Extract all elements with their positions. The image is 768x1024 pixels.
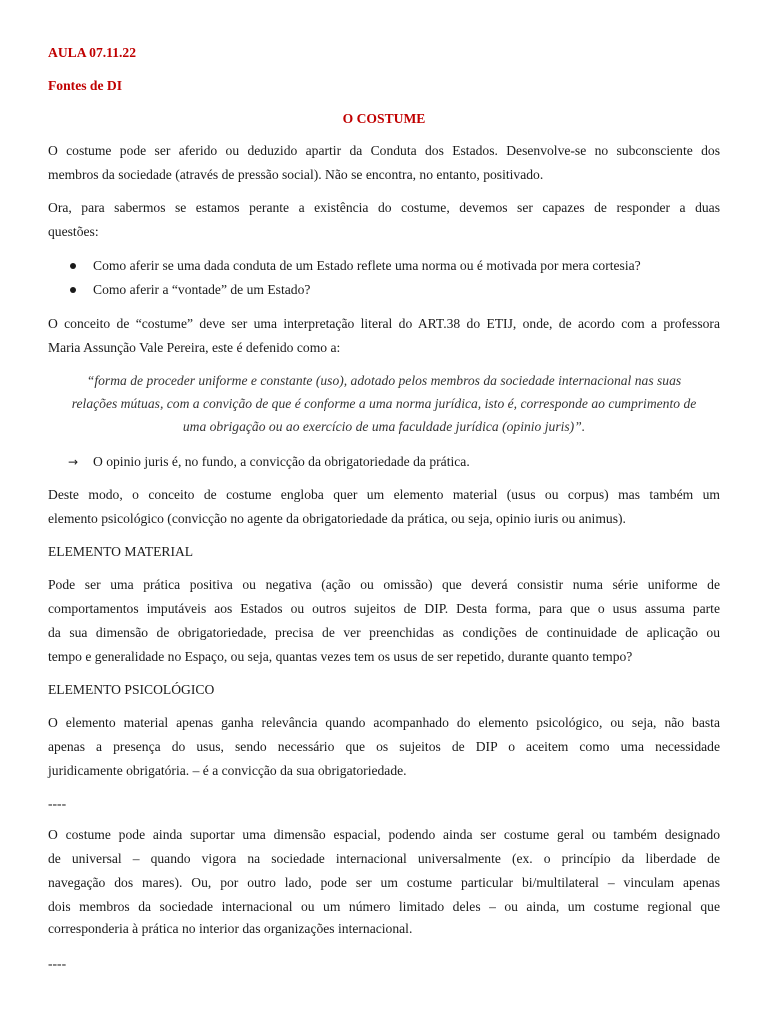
separator-2: ---- xyxy=(48,956,67,971)
elements-summary-line-2: elemento psicológico (convicção no agente da obrigatoriedade da prática, ou seja, opinio iuris ou animus). xyxy=(48,511,626,526)
questions-line-1: Ora, para sabermos se estamos perante a existência do costume, devemos ser capazes de responder a duas xyxy=(48,200,720,215)
spatial-line-2: de universal – quando vigora na sociedade internacional universalmente (ex. o princípio da liberdade de xyxy=(48,851,720,866)
spatial-line-1: O costume pode ainda suportar uma dimensão espacial, podendo ainda ser costume geral ou também designado xyxy=(48,827,720,842)
elements-summary-line-1: Deste modo, o conceito de costume engloba quer um elemento material (usus ou corpus) mas também um xyxy=(48,487,720,502)
quote-line-2: relações mútuas, com a convição de que é conforme a uma norma jurídica, isto é, corresponde ao cumprimento de xyxy=(71,396,697,411)
material-line-1: Pode ser uma prática positiva ou negativa (ação ou omissão) que deverá consistir numa série uniforme de xyxy=(48,577,720,592)
material-heading: ELEMENTO MATERIAL xyxy=(48,544,194,559)
material-line-4: tempo e generalidade no Espaço, ou seja, quantas vezes tem os usus de ser repetido, durante quanto tempo? xyxy=(48,649,633,664)
quote-line-1: “forma de proceder uniforme e constante (uso), adotado pelos membros da sociedade internacional nas suas xyxy=(86,373,682,388)
question-item-1: Como aferir se uma dada conduta de um Estado reflete uma norma ou é motivada por mera cortesia? xyxy=(93,258,641,273)
psychological-line-3: juridicamente obrigatória. – é a convicção da sua obrigatoriedade. xyxy=(48,763,407,778)
arrow-note: O opinio juris é, no fundo, a convicção da obrigatoriedade da prática. xyxy=(93,454,470,469)
spatial-line-3: navegação dos mares). Ou, por outro lado, pode ser um costume particular bi/multilateral – vinculam apenas xyxy=(48,875,720,890)
questions-line-2: questões: xyxy=(48,224,99,239)
psychological-line-1: O elemento material apenas ganha relevância quando acompanhado do elemento psicológico, ou seja, não basta xyxy=(48,715,720,730)
material-line-3: da sua dimensão de obrigatoriedade, precisa de ver preenchidas as condições de continuidade de aplicação ou xyxy=(48,625,720,640)
spatial-line-4: dois membros da sociedade internacional ou um número limitado deles – ou ainda, um costume regional que xyxy=(48,899,720,914)
quote-line-3: uma obrigação ou ao exercício de uma faculdade jurídica (opinio juris)”. xyxy=(182,419,586,434)
intro-line-1: O costume pode ser aferido ou deduzido apartir da Conduta dos Estados. Desenvolve-se no subconsciente dos xyxy=(48,143,720,158)
question-item-2: Como aferir a “vontade” de um Estado? xyxy=(93,282,311,297)
material-line-2: comportamentos imputáveis aos Estados ou outros sujeitos de DIP. Desta forma, para que o usus assuma parte xyxy=(48,601,720,616)
spatial-line-5: corresponderia à prática no interior das organizações internacional. xyxy=(48,921,413,936)
concept-line-2: Maria Assunção Vale Pereira, este é defenido como a: xyxy=(48,340,341,355)
subject-label: Fontes de DI xyxy=(48,78,123,93)
arrow-right-icon: → xyxy=(68,455,79,469)
intro-line-2: membros da sociedade (através de pressão social). Não se encontra, no entanto, positivado. xyxy=(48,167,544,182)
page-title: O COSTUME xyxy=(342,111,426,126)
psychological-heading: ELEMENTO PSICOLÓGICO xyxy=(48,682,215,697)
bullet-icon xyxy=(70,263,76,269)
separator-1: ---- xyxy=(48,796,67,811)
lesson-label: AULA 07.11.22 xyxy=(48,45,136,60)
concept-line-1: O conceito de “costume” deve ser uma interpretação literal do ART.38 do ETIJ, onde, de acordo com a professora xyxy=(48,316,720,331)
bullet-icon xyxy=(70,287,76,293)
psychological-line-2: apenas a presença do usus, sendo necessário que os sujeitos de DIP o aceitem como uma necessidade xyxy=(48,739,720,754)
